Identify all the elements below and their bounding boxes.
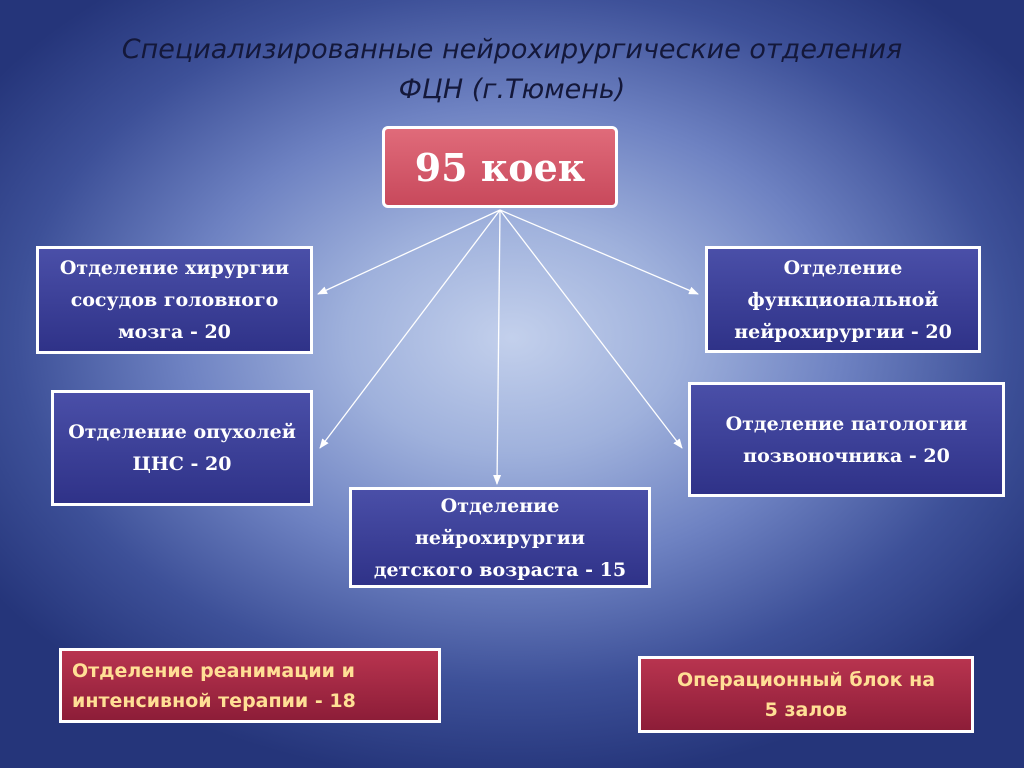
title-line-1: Специализированные нейрохирургические отделения — [121, 34, 903, 65]
total-beds-label: 95 коек — [414, 144, 586, 190]
dept-vascular-line-1: Отделение хирургии — [59, 257, 290, 279]
title-line-2: ФЦН (г.Тюмень) — [398, 74, 626, 105]
dept-functional-line-3: нейрохирургии - 20 — [734, 320, 952, 343]
dept-tumors-line-2: ЦНС - 20 — [132, 453, 232, 475]
arrow-to-pediatric — [497, 210, 500, 484]
icu-line-2: интенсивной терапии - 18 — [72, 689, 356, 712]
operating-line-2: 5 залов — [764, 698, 848, 721]
dept-functional-line-1: Отделение — [783, 256, 903, 279]
dept-functional-line-2: функциональной — [747, 288, 939, 311]
dept-vascular-line-3: мозга - 20 — [118, 321, 231, 343]
dept-tumors-line-1: Отделение опухолей — [68, 421, 296, 443]
dept-pediatric-line-3: детского возраста - 15 — [373, 558, 627, 581]
dept-tumors-box — [51, 390, 313, 506]
dept-spine-line-1: Отделение патологии — [725, 412, 968, 435]
dept-spine-line-2: позвоночника - 20 — [743, 444, 950, 467]
arrow-to-spine — [500, 210, 682, 448]
dept-vascular-box — [36, 246, 313, 354]
operating-line-1: Операционный блок на — [676, 668, 936, 691]
dept-pediatric-line-2: нейрохирургии — [414, 526, 585, 549]
icu-line-1: Отделение реанимации и — [72, 659, 355, 682]
dept-spine-box — [688, 382, 1005, 497]
dept-pediatric-box — [349, 487, 651, 588]
operating-block-box — [638, 656, 974, 733]
dept-functional-box — [705, 246, 981, 353]
dept-vascular-line-2: сосудов головного — [70, 289, 279, 311]
dept-pediatric-line-1: Отделение — [440, 494, 560, 517]
arrow-to-tumors — [320, 210, 500, 448]
icu-box — [59, 648, 441, 723]
arrow-to-vascular — [318, 210, 500, 294]
arrow-to-functional — [500, 210, 698, 294]
total-beds-box — [382, 126, 618, 208]
